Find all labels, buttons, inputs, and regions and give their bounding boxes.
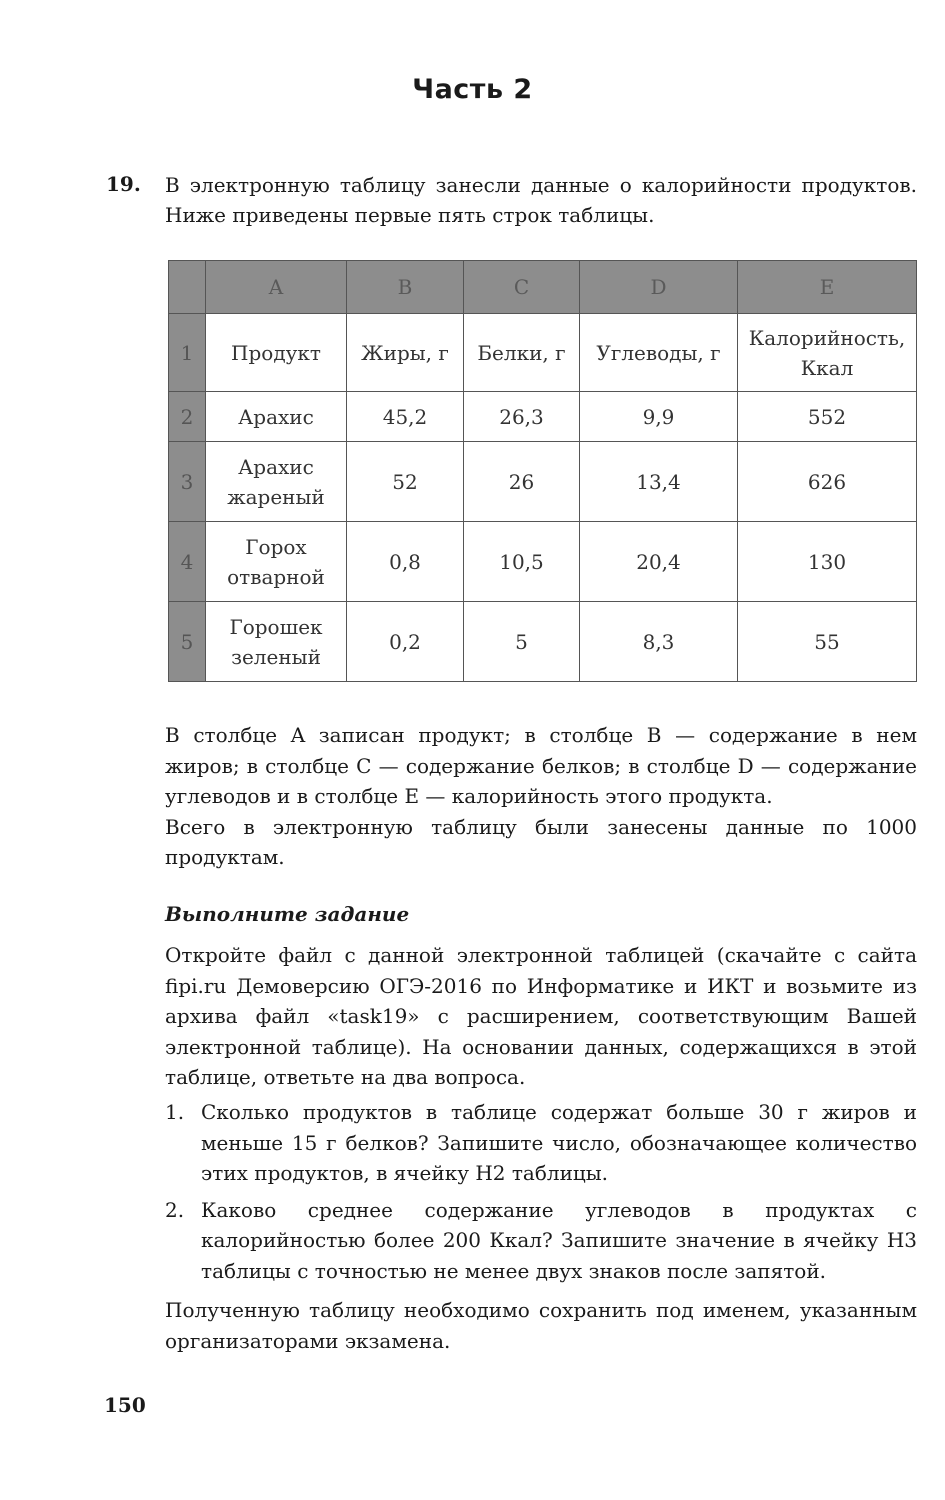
table-cell: Калорийность, Ккал [738, 314, 917, 392]
table-cell: Белки, г [464, 314, 580, 392]
row-header: 4 [169, 522, 206, 602]
description-paragraph: Всего в электронную таблицу были занесены данные по 1000 продуктам. [165, 814, 917, 869]
table-cell: 45,2 [347, 392, 464, 442]
question-text: Сколько продуктов в таблице содержат больше 30 г жиров и меньше 15 г белков? Запишите число, обозначающее количество этих продуктов, в ячейку H2 таблицы. [201, 1100, 917, 1185]
column-header-row [169, 261, 917, 314]
page-number: 150 [104, 1393, 146, 1417]
table-description [165, 720, 917, 873]
row-header: 5 [169, 602, 206, 682]
sheet-corner [169, 261, 206, 314]
spreadsheet-table [168, 260, 917, 682]
column-header-c: C [464, 261, 580, 314]
question-item [165, 1097, 917, 1189]
question-text: Каково среднее содержание углеводов в продуктах с калорийностью более 200 Ккал? Запишите значение в ячейку H3 таблицы с точностью не менее двух знаков после запятой. [201, 1197, 917, 1283]
table-cell: 20,4 [580, 522, 738, 602]
question-item [165, 1195, 917, 1287]
table-cell: 130 [738, 522, 917, 602]
table-cell: 26 [464, 442, 580, 522]
column-header-a: A [206, 261, 347, 314]
assignment-text: Откройте файл с данной электронной таблицей (скачайте с сайта fipi.ru Демоверсию ОГЭ-2016 по Информатике и ИКТ и возьмите из архива файл «task19» с расширением, соответствующим Вашей электронной таблице). На основании данных, содержащихся в этой таблице, ответьте на два вопроса. [165, 943, 917, 1089]
table-cell: 552 [738, 392, 917, 442]
table-cell: 52 [347, 442, 464, 522]
table-cell: 5 [464, 602, 580, 682]
column-header-d: D [580, 261, 738, 314]
table-row [169, 522, 917, 602]
table-row [169, 392, 917, 442]
table-cell: 9,9 [580, 392, 738, 442]
question-number: 1. [165, 1100, 185, 1124]
row-header: 1 [169, 314, 206, 392]
table-cell: 13,4 [580, 442, 738, 522]
closing-note: Полученную таблицу необходимо сохранить под именем, указанным организаторами экзамена. [165, 1298, 917, 1353]
table-cell: 0,8 [347, 522, 464, 602]
table-cell: Горох отварной [206, 522, 347, 602]
description-paragraph: В столбце A записан продукт; в столбце B — содержание в нем жиров; в столбце C — содержание белков; в столбце D — содержание углеводов и в столбце E — калорийность этого продукта. [165, 723, 917, 808]
table-cell: 26,3 [464, 392, 580, 442]
table-cell: Продукт [206, 314, 347, 392]
table-cell: Арахис жареный [206, 442, 347, 522]
task-number: 19. [106, 172, 141, 196]
page-heading: Часть 2 [412, 74, 533, 105]
assignment-heading: Выполните задание [165, 902, 410, 926]
table-row [169, 314, 917, 392]
table-cell: Горошек зеленый [206, 602, 347, 682]
row-header: 2 [169, 392, 206, 442]
row-header: 3 [169, 442, 206, 522]
table-row [169, 602, 917, 682]
table-cell: 10,5 [464, 522, 580, 602]
table-cell: 55 [738, 602, 917, 682]
table-row [169, 442, 917, 522]
column-header-e: E [738, 261, 917, 314]
table-cell: 0,2 [347, 602, 464, 682]
table-cell: Углеводы, г [580, 314, 738, 392]
table-cell: 626 [738, 442, 917, 522]
task-intro: В электронную таблицу занесли данные о калорийности продуктов. Ниже приведены первые пять строк таблицы. [165, 173, 917, 227]
table-cell: 8,3 [580, 602, 738, 682]
column-header-b: B [347, 261, 464, 314]
table-cell: Жиры, г [347, 314, 464, 392]
question-number: 2. [165, 1197, 185, 1222]
question-list [165, 1097, 917, 1292]
table-cell: Арахис [206, 392, 347, 442]
